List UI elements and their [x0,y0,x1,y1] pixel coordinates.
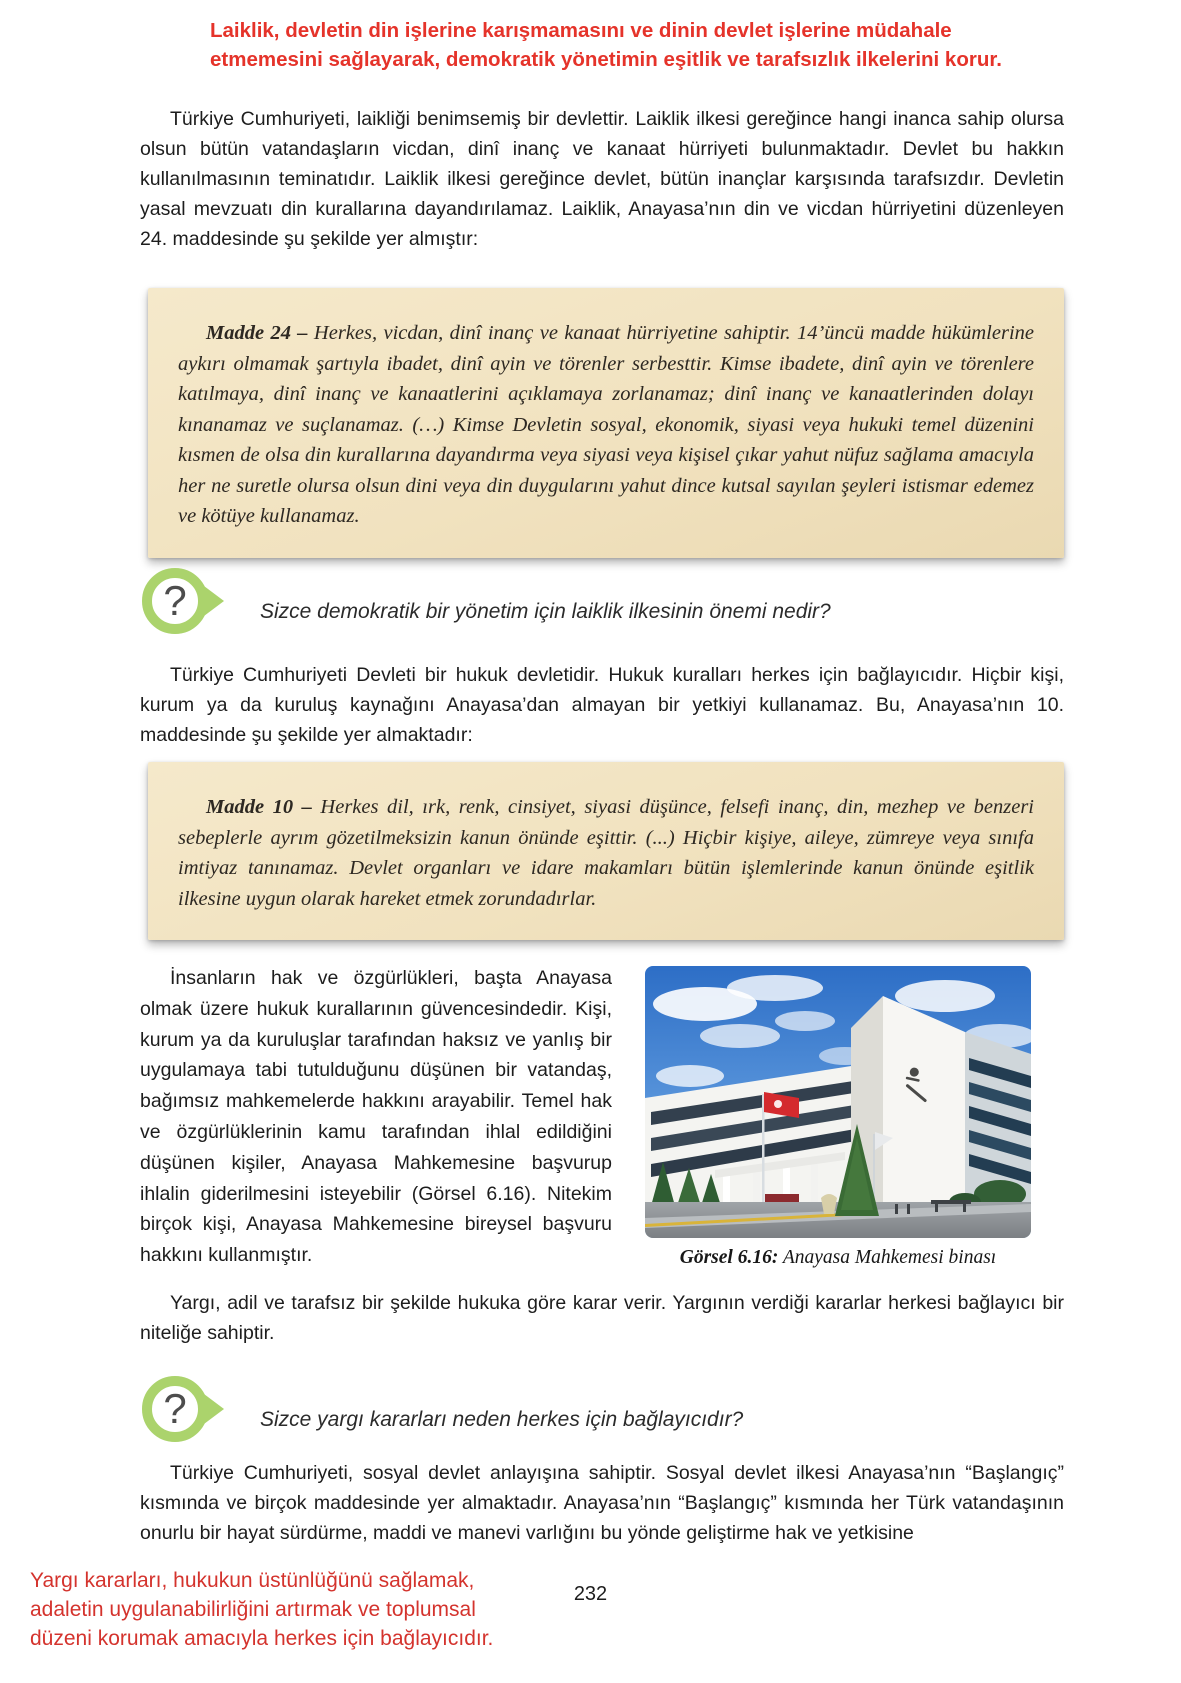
question-mark-icon [142,568,208,634]
speech-bubble-tail [204,1394,224,1424]
page-number: 232 [573,1583,608,1605]
madde-24-label: Madde 24 – [206,322,308,344]
paragraph-hukuk-devleti: Türkiye Cumhuriyeti Devleti bir hukuk devletidir. Hukuk kuralları herkes için bağlayıcıdır. Hiçbir kişi, kurum ya da kuruluş kaynağını Anayasa’dan almayan bir yetkiyi kullanamaz. Bu, Anayasa’nın 10. maddesinde şu şekilde yer almaktadır: [140,664,1064,746]
figure-caption [645,1247,1031,1269]
constitutional-court-photo [645,966,1031,1238]
madde-24-text [178,318,1034,532]
madde-24-body: Herkes, vicdan, dinî inanç ve kanaat hürriyetine sahiptir. 14’üncü madde hükümlerine aykırı olmamak şartıyla ibadet, dinî ayin ve törenler serbesttir. Kimse ibadete, dinî ayin ve törenlere katılmaya, dinî inanç ve kanaatlerini açıklamaya zorlanamaz; dinî inanç ve kanaatlerinden dolayı kınanamaz ve suçlanamaz. (…) Kimse Devletin sosyal, ekonomik, siyasi veya hukuki temel düzenini kısmen de olsa din kurallarına dayandırma veya siyasi veya kişisel çıkar yahut nüfuz sağlama amacıyla her ne suretle olursa olsun dini veya din duygularını yahut dince kutsal sayılan şeyleri istismar edemez ve kötüye kullanamaz. [178,322,1034,527]
paragraph-yargi: Yargı, adil ve tarafsız bir şekilde hukuka göre karar verir. Yargının verdiği kararlar herkesi bağlayıcı bir niteliğe sahiptir. [140,1292,1064,1344]
paragraph-hak-ozgurlukler: İnsanların hak ve özgürlükleri, başta Anayasa olmak üzere hukuk kurallarının güvencesindedir. Kişi, kurum ya da kuruluşlar tarafından haksız ve yanlış bir uygulamaya tabi tutulduğunu düşünen bir vatandaş, bağımsız mahkemelerde hakkını arayabilir. Temel hak ve özgürlüklerinin kamu tarafından ihlal edildiğini düşünen kişiler, Anayasa Mahkemesine başvurup ihlalin giderilmesini isteyebilir (Görsel 6.16). Nitekim birçok kişi, Anayasa Mahkemesine bireysel başvuru hakkını kullanmıştır. [140,967,612,1267]
answer-note-red: Yargı kararları, hukukun üstünlüğünü sağlamak, adaletin uygulanabilirliğini artırmak ve toplumsal düzeni korumak amacıyla herkes için bağlayıcıdır. [30,1569,494,1650]
figure-caption-body: Anayasa Mahkemesi binası [778,1247,997,1268]
madde-10-body: Herkes dil, ırk, renk, cinsiyet, siyasi düşünce, felsefi inanç, din, mezhep ve benzeri sebeplerle ayrım gözetilmeksizin kanun önünde eşittir. (...) Hiçbir kişiye, aileye, zümreye veya sınıfa imtiyaz tanınamaz. Devlet organları ve idare makamları bütün işlemlerinde kanun önünde eşitlik ilkesine uygun olarak hareket etmek zorundadırlar. [178,796,1034,910]
figure-6-16 [645,966,1031,1269]
speech-bubble-tail [204,586,224,616]
figure-caption-label: Görsel 6.16: [679,1247,779,1268]
paragraph-laiklik: Türkiye Cumhuriyeti, laikliği benimsemiş bir devlettir. Laiklik ilkesi gereğince hangi inanca sahip olursa olsun bütün vatandaşların vicdan, dinî inanç ve kanaat hürriyeti bulunmaktadır. Devlet bu hakkın kullanılmasının teminatıdır. Laiklik ilkesi gereğince devlet, bütün inançlar karşısında tarafsızdır. Devletin yasal mevzuatı din kurallarına dayandırılamaz. Laiklik, Anayasa’nın din ve vicdan hürriyetini düzenleyen 24. maddesinde şu şekilde yer almıştır: [140,108,1064,250]
question-mark-icon [142,1376,208,1442]
madde-24-box [148,288,1064,558]
madde-10-text [178,792,1034,914]
question-mark-glyph: ? [163,1385,187,1432]
madde-10-label: Madde 10 – [206,796,312,818]
question-1-text: Sizce demokratik bir yönetim için laiklik ilkesinin önemi nedir? [260,600,831,623]
paragraph-sosyal-devlet: Türkiye Cumhuriyeti, sosyal devlet anlayışına sahiptir. Sosyal devlet ilkesi Anayasa’nın “Başlangıç” kısmında ve birçok maddesinde yer almaktadır. Anayasa’nın “Başlangıç” kısmında her Türk vatandaşının onurlu bir hayat sürdürme, maddi ve manevi varlığını bu yönde geliştirme hak ve yetkisine [140,1462,1064,1544]
question-2-text: Sizce yargı kararları neden herkes için bağlayıcıdır? [260,1408,744,1431]
header-quote: Laiklik, devletin din işlerine karışmamasını ve dinin devlet işlerine müdahale etmemesini sağlayarak, demokratik yönetimin eşitlik ve tarafsızlık ilkelerini korur. [210,19,1002,71]
question-mark-glyph: ? [163,577,187,624]
madde-10-box [148,762,1064,940]
